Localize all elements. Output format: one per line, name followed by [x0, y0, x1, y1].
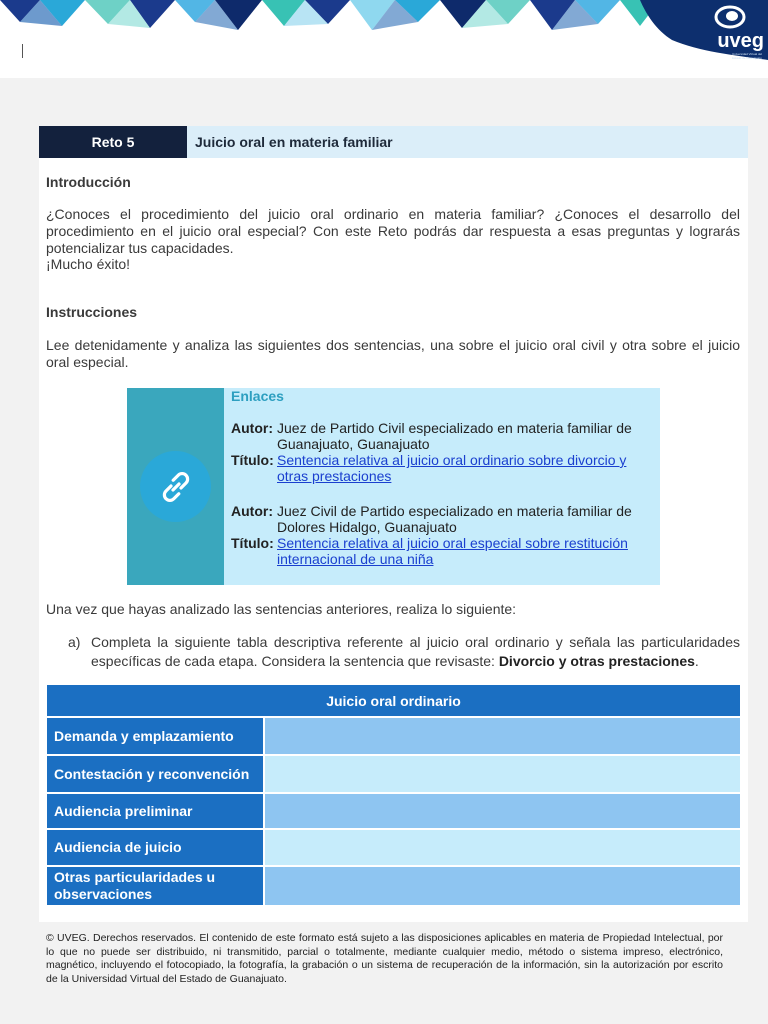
- uveg-logo-icon: [710, 4, 750, 30]
- task-strong: Divorcio y otras prestaciones: [498, 653, 695, 669]
- logo-subtext: Universidad Virtual del Estado de Guanajuato: [732, 52, 762, 60]
- table-row: [47, 716, 740, 754]
- autor-value: Juez Civil de Partido especializado en materia familiar de Dolores Hidalgo, Guanajuato: [277, 503, 632, 535]
- task-item-a: [68, 633, 740, 671]
- links-icon-panel: [127, 388, 224, 585]
- task-text: Completa la siguiente tabla descriptiva referente al juicio oral ordinario y señala las particularidades específicas de cada etapa. Considera la sentencia que revisaste:: [91, 634, 740, 669]
- row-label: Demanda y emplazamiento: [47, 718, 265, 754]
- list-marker: a): [68, 634, 81, 650]
- row-input-cell[interactable]: [265, 756, 740, 792]
- logo-text: uveg: [717, 30, 764, 52]
- sentence-link-divorcio[interactable]: Sentencia relativa al juicio oral ordinario sobre divorcio y otras prestaciones: [277, 452, 627, 484]
- sentence-link-restitucion[interactable]: Sentencia relativa al juicio oral especial sobre restitución internacional de una niña: [277, 535, 628, 567]
- intro-closing: ¡Mucho éxito!: [46, 256, 131, 272]
- top-banner: [0, 0, 768, 78]
- table-row: [47, 865, 740, 905]
- link-icon: [140, 451, 211, 522]
- autor-label: Autor:: [231, 420, 273, 436]
- row-input-cell[interactable]: [265, 830, 740, 865]
- link-entry-2: [231, 503, 637, 567]
- links-box: [127, 388, 660, 585]
- autor-value: Juez de Partido Civil especializado en materia familiar de Guanajuato, Guanajuato: [277, 420, 632, 452]
- banner-pattern: [0, 0, 768, 78]
- reto-title: Juicio oral en materia familiar: [187, 126, 748, 158]
- instructions-heading: Instrucciones: [46, 304, 138, 320]
- row-input-cell[interactable]: [265, 718, 740, 754]
- row-label: Audiencia de juicio: [47, 830, 265, 865]
- titulo-label: Título:: [231, 535, 274, 551]
- row-label: Audiencia preliminar: [47, 794, 265, 828]
- task-end: .: [694, 653, 699, 669]
- autor-label: Autor:: [231, 503, 273, 519]
- intro-heading: Introducción: [46, 174, 131, 190]
- row-label: Otras particularidades u observaciones: [47, 867, 265, 905]
- row-input-cell[interactable]: [265, 867, 740, 905]
- instructions-text: Lee detenidamente y analiza las siguientes dos sentencias, una sobre el juicio oral civil y otra sobre el juicio oral especial.: [46, 337, 740, 370]
- table-title: Juicio oral ordinario: [47, 685, 740, 716]
- reto-number: Reto 5: [39, 126, 187, 158]
- table-row: [47, 792, 740, 828]
- link-entry-1: [231, 420, 637, 484]
- intro-text: ¿Conoces el procedimiento del juicio oral ordinario en materia familiar? ¿Conoces el desarrollo del procedimiento en el juicio oral especial? Con este Reto podrás dar respuesta a esas preguntas y lograrás potencializar tus capacidades.: [46, 206, 740, 256]
- row-input-cell[interactable]: [265, 794, 740, 828]
- content-card: [39, 126, 748, 922]
- reto-header: [39, 126, 748, 158]
- table-row: [47, 754, 740, 792]
- row-label: Contestación y reconvención: [47, 756, 265, 792]
- text-cursor: [22, 44, 23, 58]
- after-links-text: Una vez que hayas analizado las sentencias anteriores, realiza lo siguiente:: [46, 601, 517, 617]
- copyright-footer: © UVEG. Derechos reservados. El contenido de este formato está sujeto a las disposiciones aplicables en materia de Propiedad Intelectual, por lo que no puede ser distribuido, ni transmitido, parcial o totalmente, mediante cualquier medio, método o sistema impreso, electrónico, magnético, incluyendo el fotocopiado, la fotografía, la grabación o un sistema de recuperación de la información, sin la autorización por escrito de la Universidad Virtual del Estado de Guanajuato.: [46, 932, 723, 985]
- titulo-label: Título:: [231, 452, 274, 468]
- juicio-table: [47, 685, 740, 905]
- table-row: [47, 828, 740, 865]
- links-title: Enlaces: [231, 388, 284, 404]
